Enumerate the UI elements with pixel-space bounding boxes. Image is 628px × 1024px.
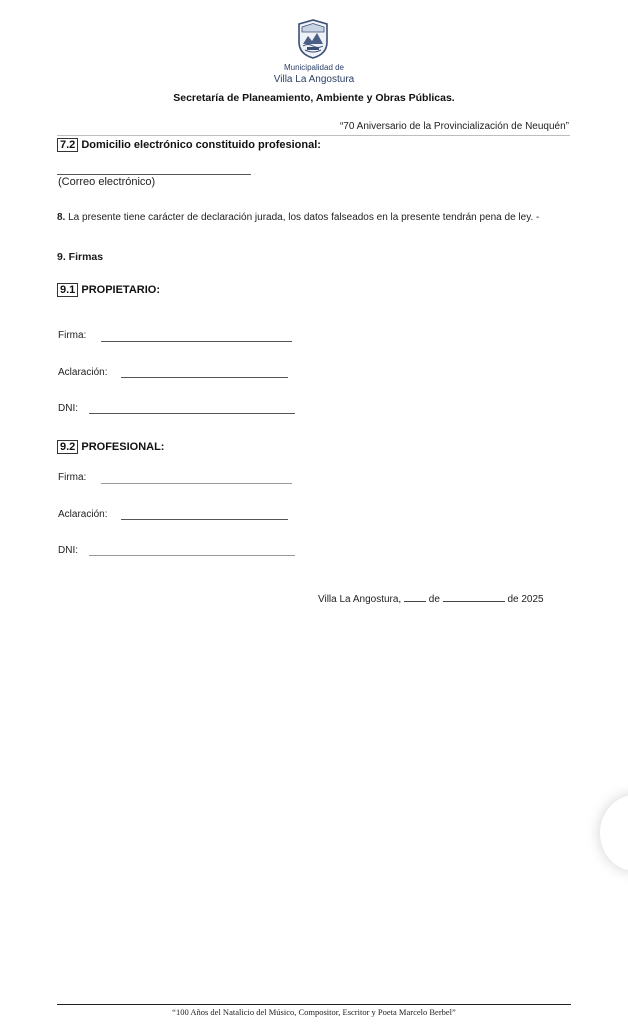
- section-title: PROFESIONAL:: [81, 441, 165, 453]
- signatures-heading: 9. Firmas: [57, 251, 104, 263]
- de-label: de: [507, 594, 519, 605]
- section-title: Domicilio electrónico constituido profesional:: [81, 139, 321, 151]
- section-title: PROPIETARIO:: [81, 284, 160, 296]
- sworn-statement-text: La presente tiene carácter de declaración jurada, los datos falseados en la presente tendrán pena de ley. -: [68, 212, 540, 223]
- professional-aclaracion-line[interactable]: [121, 519, 288, 520]
- professional-firma-line[interactable]: [101, 483, 292, 484]
- professional-aclaracion-label: Aclaración:: [58, 509, 108, 520]
- municipality-label: Municipalidad de: [283, 63, 345, 72]
- professional-dni-line[interactable]: [89, 555, 295, 556]
- owner-aclaracion-label: Aclaración:: [58, 367, 108, 378]
- section-number: 9.2: [57, 440, 78, 454]
- owner-dni-label: DNI:: [58, 403, 78, 414]
- section-number: 8.: [57, 212, 66, 223]
- day-blank[interactable]: [404, 592, 426, 602]
- owner-firma-line[interactable]: [101, 341, 292, 342]
- email-label: (Correo electrónico): [58, 176, 156, 188]
- anniversary-motto: “70 Aniversario de la Provincialización de Neuquén”: [339, 121, 569, 132]
- date-place-line: [318, 592, 544, 605]
- section-number: 9.1: [57, 283, 78, 297]
- header-divider: [57, 135, 570, 136]
- secretariat-title: Secretaría de Planeamiento, Ambiente y Obras Públicas.: [173, 92, 455, 104]
- floating-action-button[interactable]: [600, 795, 628, 871]
- footer-divider: [57, 1004, 571, 1005]
- month-blank[interactable]: [443, 592, 505, 602]
- professional-heading: [57, 440, 164, 454]
- section-7-2-heading: [57, 138, 321, 152]
- place-label: Villa La Angostura,: [318, 594, 402, 605]
- section-number: 7.2: [57, 138, 78, 152]
- email-signature-line[interactable]: [57, 174, 251, 175]
- professional-dni-label: DNI:: [58, 545, 78, 556]
- owner-firma-label: Firma:: [58, 330, 87, 341]
- de-label: de: [428, 594, 440, 605]
- year-label: 2025: [521, 594, 544, 605]
- sworn-statement-paragraph: [57, 211, 572, 224]
- footer-motto: “100 Años del Natalicio del Músico, Compositor, Escritor y Poeta Marcelo Berbel”: [172, 1007, 456, 1017]
- owner-aclaracion-line[interactable]: [121, 377, 288, 378]
- municipal-shield-icon: [293, 18, 333, 60]
- owner-dni-line[interactable]: [89, 413, 295, 414]
- owner-heading: [57, 283, 160, 297]
- municipality-name: Villa La Angostura: [273, 74, 355, 85]
- professional-firma-label: Firma:: [58, 472, 87, 483]
